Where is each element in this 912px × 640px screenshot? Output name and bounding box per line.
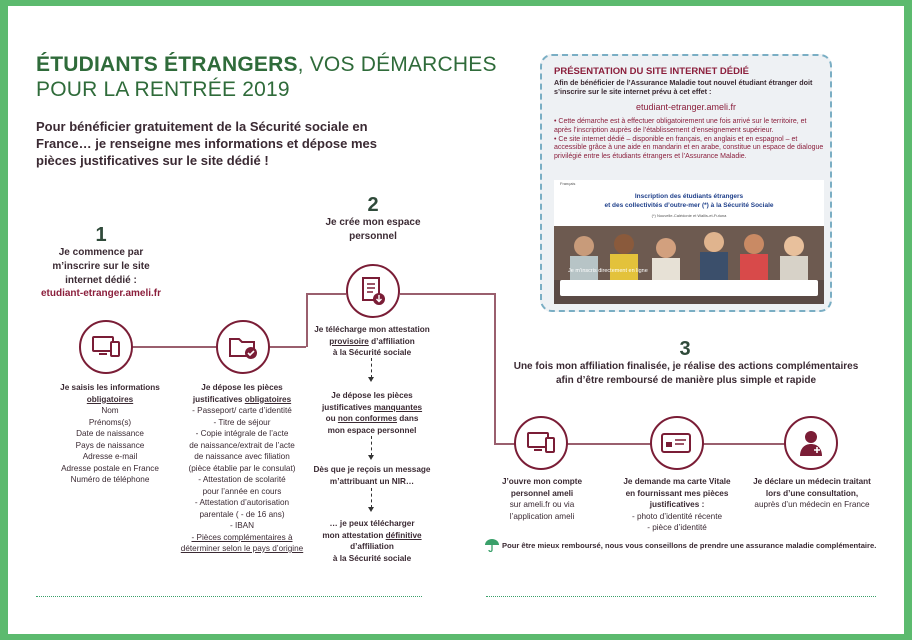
step3-label: Une fois mon affiliation finalisée, je réalise des actions complémentaires afin d’être remboursé de manière plus simple et rapide [513,361,859,386]
site-url[interactable]: etudiant-etranger.ameli.fr [635,102,737,112]
step3-doctor: Je déclare un médecin traitant lors d’une consultation, auprès d’un médecin en France [753,477,871,509]
website-search-bar[interactable] [560,280,818,296]
step2-action-download: Je télécharge mon attestation provisoire d’affiliation à la Sécurité sociale [314,325,430,357]
site-subtitle: Afin de bénéficier de l’Assurance Maladie tout nouvel étudiant étranger doit s’inscrire sur le site internet prévu à cet effet : [554,78,813,96]
vitale-card-icon [650,416,704,470]
folder-check-icon [216,320,270,374]
step2-action-final: … je peux télécharger mon attestation définitive d’affiliation à la Sécurité sociale [322,519,422,563]
devices-icon [79,320,133,374]
document-download-icon [346,264,400,318]
info-list: Je saisis les informations obligatoires Nom Prénoms(s) Date de naissance Pays de naissance Adresse e-mail Adresse postale en France Numéro de téléphone [60,383,160,484]
step2-number: 2 [367,194,379,216]
step1-label: Je commence par m’inscrire sur le site internet dédié : [52,247,150,286]
website-banner: Inscription des étudiants étrangers et des collectivités d’outre-mer (*) à la Sécurité Sociale (*) Nouvelle-Calédonie et Wallis-et-Futuna [554,188,824,226]
doctor-icon [784,416,838,470]
step2-action-upload: Je dépose les pièces justificatives manquantes ou non conformes dans mon espace personnel [321,391,423,435]
site-title: PRÉSENTATION DU SITE INTERNET DÉDIÉ [554,66,749,77]
page [8,6,904,634]
step2-action-nir: Dès que je reçois un message m’attribuant un NIR… [313,465,431,486]
step2-label: Je crée mon espace personnel [325,217,421,242]
site-presentation-panel [540,54,832,312]
page-title: ÉTUDIANTS ÉTRANGERS, VOS DÉMARCHES POUR LA RENTRÉE 2019 [36,53,497,101]
step1-number: 1 [95,224,107,246]
step3-ameli: J’ouvre mon compte personnel ameli sur ameli.fr ou via l’application ameli [501,477,583,521]
site-body: • Cette démarche est à effectuer obligatoirement une fois arrivé sur le territoire, et après l’inscription auprès de l’établissement d’enseignement supérieur. • Ce site internet dédié – disponible en français, en anglais et en espagnol – et accessible grâce à une aide en mandarin et en arabe, constitue un espace de dialogue privilégié entre les étudiants étrangers et l’Assurance Maladie. [554,118,824,161]
insurance-note: Pour être mieux remboursé, nous vous conseillons de prendre une assurance maladie complémentaire. [502,541,877,550]
docs-list: Je dépose les pièces justificatives obligatoires - Passeport/ carte d’identité - Titre de séjour - Copie intégrale de l’acte de naissance/extrait de l’acte de naissance avec filiation (pièce établie par le consulat) - Attestation de scolarité pour l’année en cours - Attestation d’autorisation parentale ( - de 16 ans) - IBAN - Pièces complémentaires à déterminer selon le pays d’origine [180,383,304,553]
umbrella-icon [484,538,500,552]
step3-vitale: Je demande ma carte Vitale en fournissant mes pièces justificatives : - photo d’identité récente - pièce d’identité [623,477,731,532]
website-screenshot: Français Inscription des étudiants étrangers et des collectivités d’outre-mer (*) à la Sécurité Sociale (*) Nouvelle-Calédonie et Wallis-et-Futuna Je m’inscris directement en ligne [554,180,824,304]
step1-url[interactable]: etudiant-etranger.ameli.fr [40,288,162,299]
intro-text: Pour bénéficier gratuitement de la Sécurité sociale en France… je renseigne mes informations et dépose mes pièces justificatives sur le site dédié ! [36,119,378,168]
step3-number: 3 [679,338,691,360]
devices-icon [514,416,568,470]
